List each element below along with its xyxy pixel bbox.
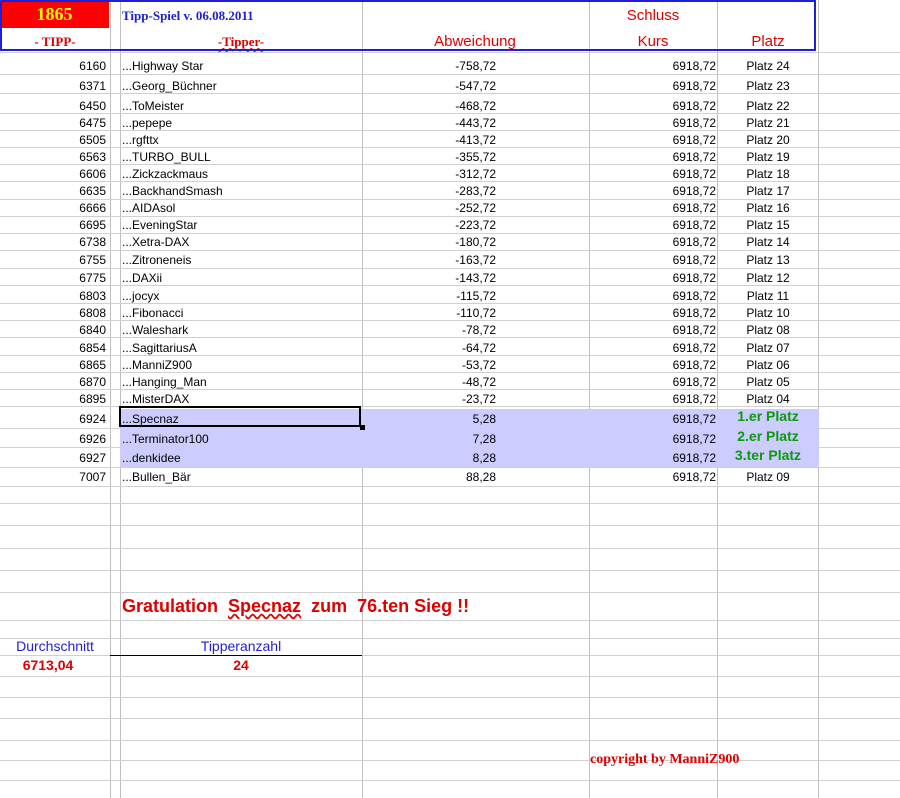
- copyright-text: copyright by ManniZ900: [590, 752, 740, 767]
- abweichung-cell[interactable]: -547,72: [455, 79, 496, 93]
- grid-row-line: [0, 503, 900, 504]
- platz-cell[interactable]: Platz 15: [746, 218, 790, 232]
- grid-row-line: [0, 697, 900, 698]
- kurs-cell[interactable]: 6918,72: [672, 306, 716, 320]
- tipp-cell[interactable]: 6895: [79, 392, 106, 406]
- abweichung-cell[interactable]: -48,72: [461, 375, 496, 389]
- tipper-cell[interactable]: ...Georg_Büchner: [122, 79, 217, 93]
- kurs-cell[interactable]: 6918,72: [672, 451, 716, 465]
- kurs-cell[interactable]: 6918,72: [672, 253, 716, 267]
- abweichung-cell[interactable]: -110,72: [456, 306, 496, 320]
- tipp-cell[interactable]: 6924: [79, 412, 106, 426]
- abweichung-cell[interactable]: -143,72: [455, 271, 496, 285]
- tipp-cell[interactable]: 6808: [79, 306, 106, 320]
- grid-column-line: [110, 0, 111, 798]
- tipper-cell[interactable]: ...Zitroneneis: [122, 253, 192, 267]
- abweichung-cell[interactable]: -223,72: [455, 218, 496, 232]
- tipp-cell[interactable]: 7007: [79, 470, 106, 484]
- tipper-cell[interactable]: ...denkidee: [122, 451, 181, 465]
- sheet-title: Tipp-Spiel v. 06.08.2011: [122, 8, 254, 23]
- tipp-cell[interactable]: 6870: [79, 375, 106, 389]
- tipper-cell[interactable]: ...Zickzackmaus: [122, 167, 209, 181]
- count-badge: 1865: [0, 0, 109, 28]
- tipp-cell[interactable]: 6475: [79, 116, 106, 130]
- tipper-cell[interactable]: ...AIDAsol: [122, 201, 176, 215]
- tipp-cell[interactable]: 6450: [79, 99, 106, 113]
- platz-cell[interactable]: Platz 12: [746, 271, 790, 285]
- tipp-cell[interactable]: 6926: [79, 432, 106, 446]
- tipper-cell[interactable]: ...Highway Star: [122, 59, 204, 73]
- grid-row-line: [0, 548, 900, 549]
- platz-cell[interactable]: Platz 19: [746, 150, 790, 164]
- tipp-cell[interactable]: 6371: [79, 79, 106, 93]
- tipp-cell[interactable]: 6606: [79, 167, 106, 181]
- abweichung-cell[interactable]: -355,72: [455, 150, 496, 164]
- abweichung-column-header: Abweichung: [434, 33, 516, 50]
- kurs-cell[interactable]: 6918,72: [672, 470, 716, 484]
- durchschnitt-value: 6713,04: [22, 657, 74, 673]
- kurs-cell[interactable]: 6918,72: [672, 341, 716, 355]
- tipper-cell[interactable]: ...ManniZ900: [122, 358, 193, 372]
- gratulation-message: [122, 596, 469, 616]
- kurs-cell[interactable]: 6918,72: [672, 167, 716, 181]
- abweichung-cell[interactable]: -252,72: [455, 201, 496, 215]
- platz-cell[interactable]: Platz 13: [746, 253, 790, 267]
- tipper-cell[interactable]: ...BackhandSmash: [122, 184, 223, 198]
- grid-column-line: [120, 0, 121, 798]
- tipper-cell[interactable]: ...pepepe: [122, 116, 173, 130]
- grid-row-line: [0, 74, 900, 75]
- tipp-cell[interactable]: 6738: [79, 235, 106, 249]
- tipper-cell[interactable]: ...Hanging_Man: [122, 375, 207, 389]
- kurs-cell[interactable]: 6918,72: [672, 150, 716, 164]
- tipper-column-header: -Tipper-: [217, 34, 265, 49]
- abweichung-cell[interactable]: -163,72: [455, 253, 496, 267]
- platz-cell[interactable]: Platz 04: [746, 392, 790, 406]
- tipper-cell[interactable]: ...MisterDAX: [122, 392, 190, 406]
- tipper-cell[interactable]: ...rgfttx: [122, 133, 159, 147]
- abweichung-cell[interactable]: 8,28: [472, 451, 496, 465]
- platz-cell[interactable]: Platz 24: [746, 59, 790, 73]
- kurs-cell[interactable]: 6918,72: [672, 271, 716, 285]
- abweichung-cell[interactable]: -23,72: [461, 392, 496, 406]
- kurs-cell[interactable]: 6918,72: [672, 133, 716, 147]
- grid-row-line: [0, 467, 900, 468]
- tipp-cell[interactable]: 6803: [79, 289, 106, 303]
- abweichung-cell[interactable]: 7,28: [472, 432, 496, 446]
- platz-cell[interactable]: Platz 05: [746, 375, 790, 389]
- kurs-cell[interactable]: 6918,72: [672, 392, 716, 406]
- abweichung-cell[interactable]: -283,72: [455, 184, 496, 198]
- grid-column-line: [818, 0, 819, 798]
- tipperanzahl-label: Tipperanzahl: [200, 638, 282, 654]
- abweichung-cell[interactable]: -115,72: [456, 289, 496, 303]
- grid-row-line: [0, 250, 900, 251]
- tipp-cell[interactable]: 6666: [79, 201, 106, 215]
- tipper-cell[interactable]: ...DAXii: [122, 271, 163, 285]
- kurs-column-header: Kurs: [637, 33, 669, 50]
- abweichung-cell[interactable]: 88,28: [465, 470, 496, 484]
- grid-row-line: [0, 52, 900, 53]
- tipp-cell[interactable]: 6865: [79, 358, 106, 372]
- tipp-cell[interactable]: 6927: [79, 451, 106, 465]
- grid-row-line: [0, 760, 900, 761]
- platz-cell[interactable]: 1.er Platz: [737, 408, 799, 424]
- abweichung-cell[interactable]: -53,72: [461, 358, 496, 372]
- tipper-cell[interactable]: ...TURBO_BULL: [122, 150, 211, 164]
- grid-row-line: [0, 740, 900, 741]
- tipper-cell[interactable]: ...SagittariusA: [122, 341, 197, 355]
- tipper-cell[interactable]: ...EveningStar: [122, 218, 198, 232]
- abweichung-cell[interactable]: -443,72: [455, 116, 496, 130]
- abweichung-cell[interactable]: -180,72: [455, 235, 496, 249]
- grid-row-line: [0, 780, 900, 781]
- schluss-header: Schluss: [626, 7, 680, 24]
- active-cell-cursor[interactable]: [119, 406, 361, 427]
- platz-cell[interactable]: Platz 07: [746, 341, 790, 355]
- kurs-cell[interactable]: 6918,72: [672, 432, 716, 446]
- tipperanzahl-value: 24: [233, 657, 249, 673]
- tipper-cell[interactable]: ...Terminator100: [122, 432, 209, 446]
- platz-cell[interactable]: Platz 16: [746, 201, 790, 215]
- kurs-cell[interactable]: 6918,72: [672, 358, 716, 372]
- tipper-cell[interactable]: ...Waleshark: [122, 323, 189, 337]
- tipper-cell[interactable]: ...Specnaz: [122, 412, 179, 426]
- tipper-cell[interactable]: ...Bullen_Bär: [122, 470, 191, 484]
- platz-cell[interactable]: Platz 22: [746, 99, 790, 113]
- platz-cell[interactable]: Platz 11: [746, 289, 790, 303]
- grid-row-line: [0, 676, 900, 677]
- grid-row-line: [0, 592, 900, 593]
- platz-column-header: Platz: [751, 33, 785, 50]
- gratulation-suffix: 76.ten Sieg !!: [357, 596, 470, 616]
- kurs-cell[interactable]: 6918,72: [672, 79, 716, 93]
- kurs-cell[interactable]: 6918,72: [672, 218, 716, 232]
- abweichung-cell[interactable]: 5,28: [472, 412, 496, 426]
- winner-name: Specnaz: [228, 596, 302, 616]
- abweichung-cell[interactable]: -468,72: [455, 99, 496, 113]
- fill-handle[interactable]: [360, 425, 365, 430]
- abweichung-cell[interactable]: -758,72: [455, 59, 496, 73]
- grid-row-line: [0, 718, 900, 719]
- tipp-cell[interactable]: 6635: [79, 184, 106, 198]
- gratulation-middle: zum: [311, 596, 348, 616]
- grid-row-line: [0, 268, 900, 269]
- grid-row-line: [0, 486, 900, 487]
- abweichung-cell[interactable]: -312,72: [455, 167, 496, 181]
- platz-cell[interactable]: Platz 09: [746, 470, 790, 484]
- kurs-cell[interactable]: 6918,72: [672, 235, 716, 249]
- platz-cell[interactable]: Platz 14: [746, 235, 790, 249]
- stats-divider: [110, 655, 362, 656]
- tipp-column-header: - TIPP-: [34, 34, 76, 49]
- kurs-cell[interactable]: 6918,72: [672, 59, 716, 73]
- kurs-cell[interactable]: 6918,72: [672, 412, 716, 426]
- platz-cell[interactable]: Platz 17: [746, 184, 790, 198]
- tipp-cell[interactable]: 6563: [79, 150, 106, 164]
- platz-cell[interactable]: Platz 08: [746, 323, 790, 337]
- kurs-cell[interactable]: 6918,72: [672, 116, 716, 130]
- tipp-cell[interactable]: 6695: [79, 218, 106, 232]
- grid-row-line: [0, 570, 900, 571]
- tipp-cell[interactable]: 6505: [79, 133, 106, 147]
- platz-cell[interactable]: Platz 23: [746, 79, 790, 93]
- tipp-cell[interactable]: 6160: [79, 59, 106, 73]
- durchschnitt-label: Durchschnitt: [16, 638, 94, 654]
- kurs-cell[interactable]: 6918,72: [672, 375, 716, 389]
- platz-cell[interactable]: Platz 20: [746, 133, 790, 147]
- grid-row-line: [0, 620, 900, 621]
- platz-cell[interactable]: Platz 18: [746, 167, 790, 181]
- tipper-cell[interactable]: ...jocyx: [122, 289, 160, 303]
- tipp-cell[interactable]: 6775: [79, 271, 106, 285]
- platz-cell[interactable]: 3.ter Platz: [734, 447, 802, 463]
- kurs-cell[interactable]: 6918,72: [672, 201, 716, 215]
- platz-cell[interactable]: 2.er Platz: [737, 428, 799, 444]
- abweichung-cell[interactable]: -64,72: [461, 341, 496, 355]
- kurs-cell[interactable]: 6918,72: [672, 99, 716, 113]
- grid-row-line: [0, 525, 900, 526]
- abweichung-cell[interactable]: -78,72: [461, 323, 496, 337]
- kurs-cell[interactable]: 6918,72: [672, 184, 716, 198]
- platz-cell[interactable]: Platz 10: [746, 306, 790, 320]
- gratulation-prefix: Gratulation: [122, 596, 219, 616]
- tipp-cell[interactable]: 6755: [79, 253, 106, 267]
- abweichung-cell[interactable]: -413,72: [455, 133, 496, 147]
- kurs-cell[interactable]: 6918,72: [672, 289, 716, 303]
- tipp-cell[interactable]: 6854: [79, 341, 106, 355]
- platz-cell[interactable]: Platz 06: [746, 358, 790, 372]
- tipper-cell[interactable]: ...Xetra-DAX: [122, 235, 190, 249]
- kurs-cell[interactable]: 6918,72: [672, 323, 716, 337]
- tipper-cell[interactable]: ...Fibonacci: [122, 306, 184, 320]
- tipp-cell[interactable]: 6840: [79, 323, 106, 337]
- platz-cell[interactable]: Platz 21: [746, 116, 790, 130]
- tipper-cell[interactable]: ...ToMeister: [122, 99, 185, 113]
